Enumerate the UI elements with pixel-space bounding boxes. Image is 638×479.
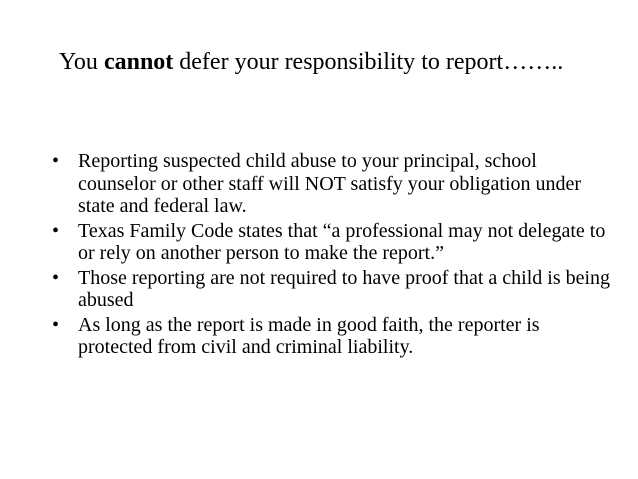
bullet-icon: • xyxy=(52,219,60,242)
title-emphasis: cannot xyxy=(103,49,174,75)
bullet-icon: • xyxy=(52,266,60,289)
bullet-list xyxy=(52,150,612,361)
slide-title xyxy=(59,47,619,77)
bullet-item xyxy=(52,150,612,218)
title-prefix: You xyxy=(59,49,104,75)
bullet-item xyxy=(52,220,612,265)
title-suffix: defer your responsibility to report…….. xyxy=(173,49,564,75)
bullet-text: As long as the report is made in good faith, the reporter is protected from civil and criminal liability. xyxy=(78,313,540,358)
bullet-icon: • xyxy=(52,150,60,172)
bullet-text: Reporting suspected child abuse to your principal, school counselor or other staff will NOT satisfy your obligation under state and federal law. xyxy=(78,150,582,217)
bullet-text: Texas Family Code states that “a professional may not delegate to or rely on another person to make the report.” xyxy=(78,219,606,264)
bullet-item xyxy=(52,314,612,359)
bullet-text: Those reporting are not required to have proof that a child is being abused xyxy=(78,266,611,311)
bullet-item xyxy=(52,267,612,312)
bullet-icon: • xyxy=(52,313,60,336)
